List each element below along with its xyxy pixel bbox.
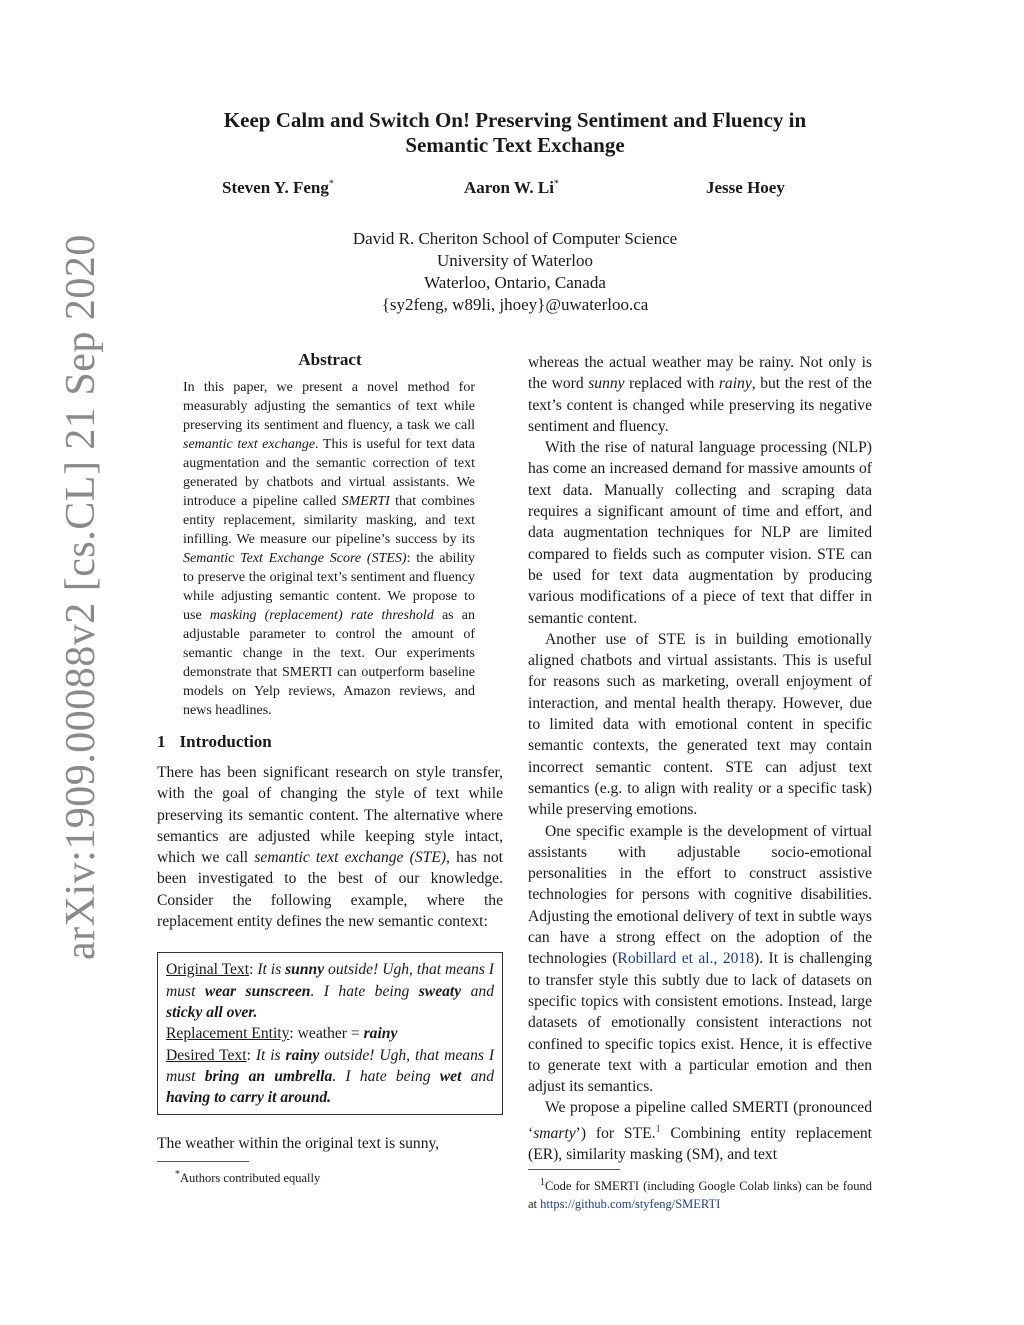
abstract-span: In this paper, we present a novel method for measurably adjusting the semantics of text while preserving its sentiment and fluency, a task we call [183,380,475,433]
footnote-reference[interactable]: 1 [655,1123,661,1135]
text-emphasis: semantic text exchange (STE) [254,849,447,867]
right-paragraph-5 [528,1097,872,1165]
example-span: and [461,1067,495,1085]
arxiv-stamp: arXiv:1909.00088v2 [cs.CL] 21 Sep 2020 [58,234,104,960]
author-name: Aaron W. Li [464,178,554,197]
abstract-heading: Abstract [298,350,362,369]
author-mark: * [553,178,559,190]
author-2 [464,178,559,198]
text-span: ’) for STE. [575,1124,656,1142]
text-emphasis: rainy [718,375,752,393]
example-box [157,952,503,1115]
affiliation-emails: {sy2feng, w89li, jhoey}@uwaterloo.ca [381,295,649,314]
footnote-code [528,1174,872,1212]
text-span: , but the rest of the text’s content is changed while preserving its negative sentiment and fluency. [528,375,872,435]
example-span: : weather = [289,1025,364,1043]
abstract-emphasis: Semantic Text Exchange Score (STES) [183,551,407,566]
author-mark: * [328,178,334,190]
example-bold: wear sunscreen [204,982,311,1000]
author-name: Steven Y. Feng [222,178,329,197]
example-replacement [166,1023,494,1044]
text-span: , has not been investigated to the best of our knowledge. Consider the following example, where the replacement entity defines the new semantic context: [157,849,504,931]
paper-title [160,108,870,158]
example-span: and [461,982,494,1000]
text-emphasis: sunny [588,375,625,393]
example-bold: bring an umbrella [204,1067,333,1085]
right-paragraph-3: Another use of STE is in building emotionally aligned chatbots and virtual assistants. This is useful for reasons such as marketing, overall enjoyment of interaction, and mental health therapy. However, due to limited data with emotional content in specific semantic contexts, the generated text may contain incorrect semantic content. STE can adjust text semantics (e.g. to align with reality or a specific task) while preserving emotions. [528,630,872,819]
left-column [157,350,503,1187]
intro-paragraph-2: The weather within the original text is sunny, [157,1135,440,1153]
author-name: Jesse Hoey [706,178,785,197]
author-1 [222,178,334,198]
abstract-span: that combines entity replacement, similarity masking, and text infilling. We measure our pipeline’s success by its [183,494,475,547]
footnote-text: Authors contributed equally [180,1170,321,1185]
footnote-mark: 1 [540,1177,545,1189]
citation-link[interactable]: Robillard et al., 2018 [617,950,755,968]
text-span: We propose a pipeline called SMERTI (pronounced ‘ [528,1099,872,1142]
footnote-rule [528,1169,620,1170]
example-bold: sunny [285,961,325,979]
right-paragraph-4 [528,821,872,1098]
example-bold: wet [439,1067,462,1085]
abstract-emphasis: SMERTI [341,494,390,509]
right-paragraph-1 [528,352,872,437]
text-span: whereas the actual weather may be rainy. Not only is the word [528,354,872,393]
example-span: . I hate being [310,982,419,1000]
author-3 [706,178,785,198]
footnote-text: Code for SMERTI (including Google Colab links) can be found at [528,1179,872,1211]
section-title: Introduction [179,732,272,751]
abstract-span: . This is useful for text data augmentation and the semantic correction of text generated by chatbots and virtual assistants. We introduce a pipeline called [183,437,476,509]
footnote-authors [175,1166,503,1187]
example-original: Original Text: It is sunny outside! Ugh, that means I must wear sunscreen. I hate being sweaty and sticky all over. [166,961,494,1021]
abstract-span: : the ability to preserve the original text’s sentiment and fluency while adjusting semantic content. We propose to use [183,551,475,623]
example-bold: having to carry it around. [166,1089,332,1107]
example-span: . I hate being [332,1067,440,1085]
abstract-emphasis: semantic text exchange [183,437,316,452]
example-bold: rainy [363,1025,398,1043]
affiliation-school: David R. Cheriton School of Computer Science [352,229,678,248]
footnote-rule [157,1161,249,1162]
text-span: There has been significant research on style transfer, with the goal of changing the style of text while preserving its semantic content. The alternative where semantics are adjusted while keeping style intact, which we call [157,764,503,867]
example-desired: Desired Text: It is rainy outside! Ugh, that means I must bring an umbrella. I hate being wet and having to carry it around. [166,1046,495,1107]
affiliation-location: Waterloo, Ontario, Canada [424,273,606,292]
section-heading-introduction [157,732,503,752]
right-column [528,352,872,1213]
example-span: It is [255,1046,286,1064]
desired-text-label: Desired Text [166,1046,247,1064]
replacement-entity-label: Replacement Entity [166,1025,290,1043]
example-bold: sweaty [418,982,462,1000]
text-span: Combining entity replacement (ER), similarity masking (SM), and text [528,1124,872,1164]
text-span: replaced with [624,375,719,393]
example-span: It is [257,961,286,979]
intro-paragraph-1 [157,762,503,932]
original-text-label: Original Text [166,961,250,979]
github-link[interactable]: https://github.com/styfeng/SMERTI [540,1196,721,1211]
example-bold: rainy [285,1046,320,1064]
example-bold: sticky all over. [166,1003,258,1021]
example-span: outside! Ugh, that means I must [166,961,494,1000]
text-emphasis: smarty [533,1124,576,1142]
footnote-mark: * [175,1168,180,1180]
abstract-emphasis: masking (replacement) rate threshold [209,608,434,623]
affiliation [280,228,750,316]
section-number: 1 [157,732,166,751]
right-paragraph-2: With the rise of natural language processing (NLP) has come an increased demand for massive amounts of text data. Manually collecting and scraping data requires a significant amount of time and effort, and data augmentation techniques for NLP are limited compared to fields such as computer vision. STE can be used for text data augmentation by producing various modifications of a piece of text that differ in semantic content. [528,439,872,627]
text-span: One specific example is the development of virtual assistants with adjustable socio-emotional personalities in the effort to construct assistive technologies for persons with cognitive disabilities. Adjusting the emotional delivery of text in subtle ways can have a strong effect on the adoption of the technologies ( [528,822,872,968]
abstract-span: as an adjustable parameter to control the amount of semantic change in the text. Our experiments demonstrate that SMERTI can outperform baseline models on Yelp reviews, Amazon reviews, and news headlines. [183,608,475,718]
abstract-text [183,378,475,720]
text-span: ). It is challenging to transfer style this subtly due to lack of datasets on specific topics with consistent emotions. Instead, large datasets of emotionally consistent interactions not confined to specific topics exist. Hence, it is effective to generate text with a particular emotion and then adjust its semantics. [528,950,873,1096]
affiliation-university: University of Waterloo [436,251,593,270]
example-span: outside! Ugh, that means I must [166,1046,495,1085]
title-line-2: Semantic Text Exchange [405,133,625,157]
title-line-1: Keep Calm and Switch On! Preserving Sentiment and Fluency in [223,108,807,132]
